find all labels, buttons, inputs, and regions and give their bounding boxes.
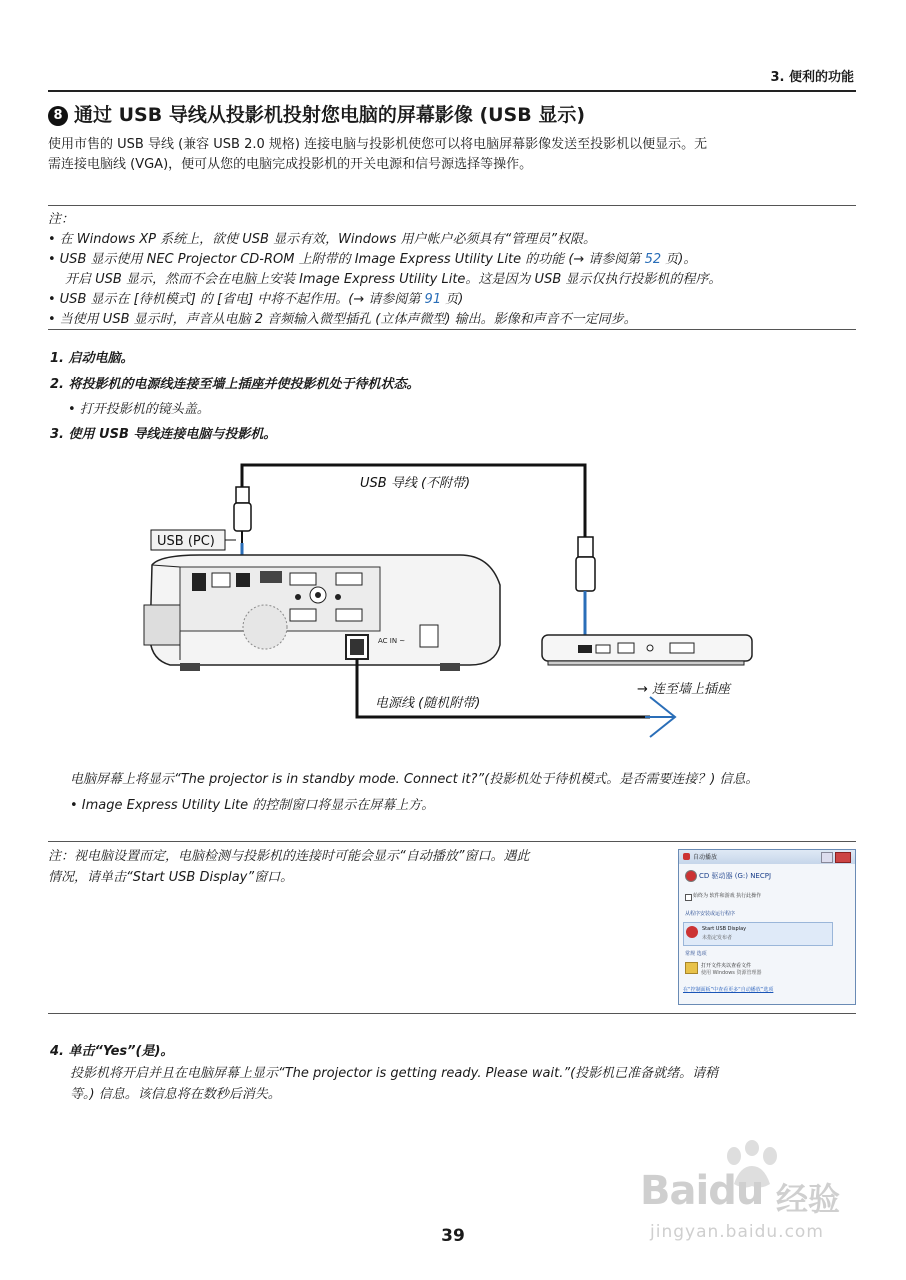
outlet-label: → 连至墙上插座 bbox=[637, 682, 731, 697]
watermark-url: jingyan.baidu.com bbox=[650, 1222, 824, 1242]
install-section-label: 从程序安装或运行程序 bbox=[685, 911, 736, 917]
watermark-cn: 经验 bbox=[776, 1180, 841, 1218]
step-4-line: 投影机将开启并且在电脑屏幕上显示“The projector is getting ready. Please wait.”(投影机已准备就绪。请稍 bbox=[70, 1066, 719, 1081]
divider bbox=[48, 329, 856, 330]
autoplay-note-line: 情况，请单击“Start USB Display”窗口。 bbox=[48, 870, 294, 885]
projector-illustration bbox=[144, 555, 500, 671]
general-options-label: 常规 选项 bbox=[685, 951, 707, 957]
note-item bbox=[48, 250, 860, 270]
start-usb-display-label: Start USB Display bbox=[702, 926, 747, 932]
step-4-line: 等。) 信息。该信息将在数秒后消失。 bbox=[70, 1087, 281, 1102]
dialog-title: 自动播放 bbox=[693, 854, 718, 861]
folder-icon bbox=[685, 962, 698, 974]
usb-pc-label: USB (PC) bbox=[157, 534, 215, 549]
usb-plug-computer bbox=[576, 537, 595, 651]
page-number: 39 bbox=[441, 1226, 465, 1246]
step-1: 1. 启动电脑。 bbox=[50, 351, 134, 366]
intro-line: 使用市售的 USB 导线 (兼容 USB 2.0 规格) 连接电脑与投影机使您可以将电脑屏幕影像发送至投影机以便显示。无 bbox=[48, 137, 708, 152]
intro-paragraph bbox=[48, 135, 860, 175]
cd-drive-icon bbox=[685, 870, 697, 882]
autoplay-note bbox=[48, 846, 668, 888]
open-folder-option[interactable]: 打开文件夹以查看文件 bbox=[701, 963, 752, 969]
note-text: 当使用 USB 显示时，声音从电脑 2 音频输入微型插孔 (立体声微型) 输出。影像和声音不一定同步。 bbox=[59, 312, 637, 327]
page-link[interactable]: 52 bbox=[644, 252, 662, 267]
bullet: • bbox=[48, 292, 56, 307]
power-cord-label: 电源线 (随机附带) bbox=[375, 696, 481, 711]
step-4-description bbox=[70, 1063, 860, 1105]
watermark-brand bbox=[640, 1168, 763, 1214]
divider bbox=[48, 205, 856, 206]
laptop-illustration bbox=[542, 635, 752, 665]
autoplay-note-line: 注：视电脑设置而定，电脑检测与投影机的连接时可能会显示“自动播放”窗口。遇此 bbox=[48, 849, 530, 864]
start-usb-display-option[interactable] bbox=[683, 922, 833, 946]
page-link[interactable]: 91 bbox=[424, 292, 442, 307]
notes-label: 注： bbox=[48, 212, 75, 227]
note-text: USB 显示使用 NEC Projector CD-ROM 上附带的 Image Express Utility Lite 的功能 (→ 请参阅第 bbox=[59, 252, 645, 267]
step-2-substep: • 打开投影机的镜头盖。 bbox=[68, 402, 210, 417]
step-3: 3. 使用 USB 导线连接电脑与投影机。 bbox=[50, 427, 277, 442]
section-header: 3. 便利的功能 bbox=[770, 70, 854, 85]
step-2: 2. 将投影机的电源线连接至墙上插座并使投影机处于待机状态。 bbox=[50, 377, 420, 392]
close-icon[interactable] bbox=[835, 852, 851, 863]
always-checkbox[interactable] bbox=[685, 894, 692, 901]
step-4: 4. 单击“Yes”(是)。 bbox=[50, 1044, 174, 1059]
divider bbox=[48, 841, 856, 842]
checkbox-label: 始终为 软件和游戏 执行此操作 bbox=[693, 893, 762, 899]
section-number-badge: 8 bbox=[48, 106, 68, 126]
note-item bbox=[48, 290, 860, 310]
ac-in-label: AC IN ~ bbox=[378, 637, 406, 645]
note-item bbox=[48, 310, 860, 330]
page-title-text: 通过 USB 导线从投影机投射您电脑的屏幕影像 (USB 显示) bbox=[74, 104, 586, 126]
note-item-continued: 开启 USB 显示，然而不会在电脑上安装 Image Express Utility Lite。这是因为 USB 显示仅执行投影机的程序。 bbox=[65, 272, 722, 287]
publisher-label: 未指定发布者 bbox=[702, 935, 733, 941]
connection-diagram bbox=[140, 455, 760, 755]
utility-lite-bullet: • Image Express Utility Lite 的控制窗口将显示在屏幕上方。 bbox=[70, 798, 435, 813]
note-text: 在 Windows XP 系统上，欲使 USB 显示有效，Windows 用户帐户必须具有“管理员”权限。 bbox=[59, 232, 596, 247]
explorer-label: 使用 Windows 资源管理器 bbox=[701, 970, 762, 976]
page-title bbox=[48, 100, 585, 127]
note-text: USB 显示在 [待机模式] 的 [省电] 中将不起作用。(→ 请参阅第 bbox=[59, 292, 425, 307]
intro-line: 需连接电脑线 (VGA)，便可从您的电脑完成投影机的开关电源和信号源选择等操作。 bbox=[48, 157, 533, 172]
divider bbox=[48, 1013, 856, 1014]
header-divider bbox=[48, 90, 856, 92]
autoplay-dialog bbox=[678, 849, 856, 1005]
start-usb-display-icon bbox=[686, 926, 698, 938]
note-text: 页) bbox=[441, 292, 464, 307]
watermark-brand-bai: Bai bbox=[640, 1168, 709, 1214]
dialog-titlebar bbox=[679, 850, 855, 864]
autoplay-icon bbox=[683, 853, 690, 860]
usb-cable-label: USB 导线 (不附带) bbox=[360, 476, 471, 491]
bullet: • bbox=[48, 232, 56, 247]
bullet: • bbox=[48, 252, 56, 267]
note-text: 页)。 bbox=[661, 252, 697, 267]
standby-message: 电脑屏幕上将显示“The projector is in standby mode. Connect it?”(投影机处于待机模式。是否需要连接？) 信息。 bbox=[70, 772, 759, 787]
bullet: • bbox=[48, 312, 56, 327]
drive-name: CD 驱动器 (G:) NECPJ bbox=[699, 872, 772, 880]
minimize-icon[interactable] bbox=[821, 852, 833, 863]
control-panel-link[interactable]: 在“控制面板”中查看更多“自动播放”选项 bbox=[683, 987, 774, 993]
notes-block bbox=[48, 210, 860, 330]
watermark-brand-du: du bbox=[708, 1168, 764, 1214]
note-item bbox=[48, 230, 860, 250]
